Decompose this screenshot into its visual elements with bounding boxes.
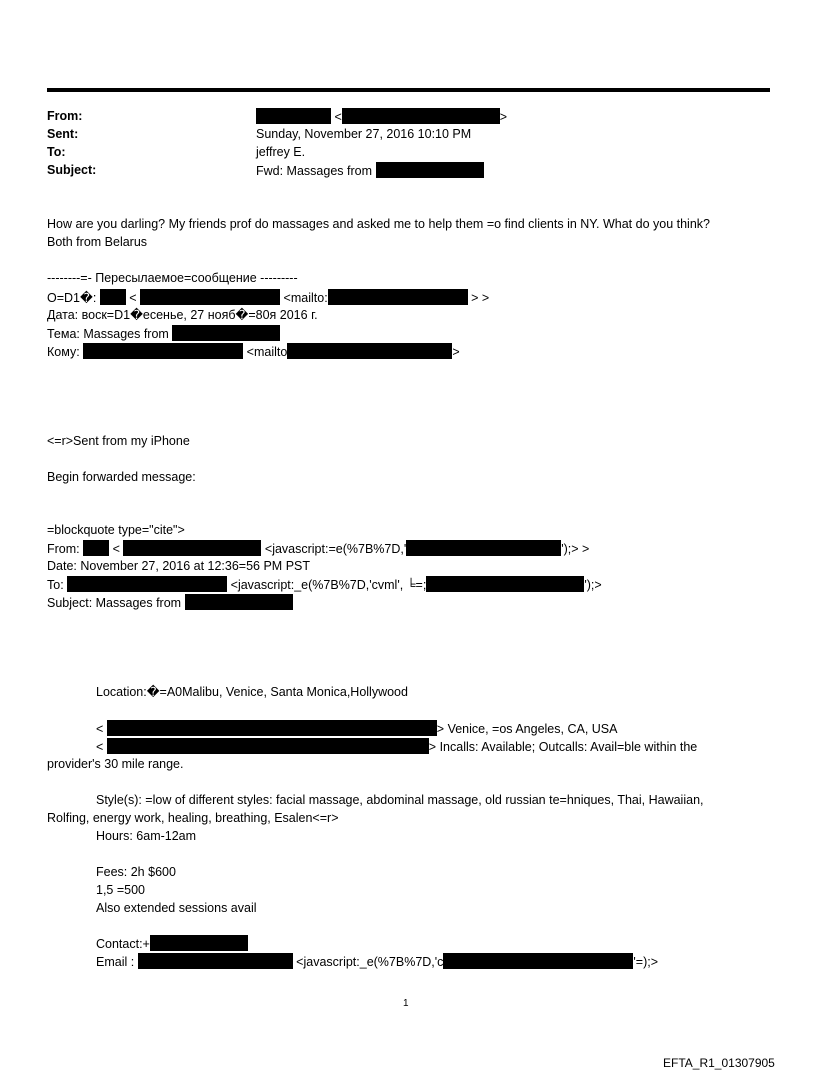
redaction <box>406 540 561 556</box>
location-line: Location:�=A0Malibu, Venice, Santa Monica,Hollywood <box>96 685 408 699</box>
fees-line-2: 1,5 =500 <box>96 883 146 897</box>
fwd2-subject-line: Subject: Massages from <box>47 594 293 612</box>
redaction <box>328 289 468 305</box>
redaction <box>172 325 280 341</box>
redaction <box>83 343 243 359</box>
styles-line-1: Style(s): =low of different styles: facial massage, abdominal massage, old russian te=hniques, Thai, Hawaiian, <box>96 793 704 807</box>
intro-line-2: Both from Belarus <box>47 235 148 249</box>
page-number: 1 <box>403 998 409 1009</box>
extended-line: Also extended sessions avail <box>96 901 257 915</box>
subject-value: Fwd: Massages from <box>256 162 484 180</box>
address-line-2: < > Incalls: Available; Outcalls: Avail=ble within the <box>96 740 698 754</box>
from-value: < > <box>256 108 507 126</box>
redaction <box>100 289 126 305</box>
redaction <box>287 343 452 359</box>
fwd1-from-line: O=D1�: < <mailto: > > <box>47 291 490 305</box>
sent-label: Sent: <box>47 127 79 141</box>
redaction <box>123 540 261 556</box>
from-label: From: <box>47 109 83 123</box>
fwd2-date-line: Date: November 27, 2016 at 12:36=56 PM PST <box>47 559 311 573</box>
redaction <box>185 594 293 610</box>
redaction <box>138 953 293 969</box>
fwd1-date-line: Дата: воск=D1�есенье, 27 нояб�=80я 2016 г. <box>47 308 318 322</box>
hours-line: Hours: 6am-12am <box>96 829 197 843</box>
redaction <box>376 162 484 178</box>
begin-forwarded: Begin forwarded message: <box>47 470 196 484</box>
redaction <box>67 576 227 592</box>
fwd1-subject-line: Тема: Massages from <box>47 325 280 343</box>
forward-separator: --------=- Пересылаемое=сообщение --------- <box>47 271 298 285</box>
redaction <box>140 289 280 305</box>
fwd2-to-line: To: <javascript:_e(%7B%7D,'cvml', ╘=; ');> <box>47 578 602 592</box>
email-line: Email : <javascript:_e(%7B%7D,'c '=);> <box>96 955 659 969</box>
redaction <box>342 108 500 124</box>
subject-label: Subject: <box>47 163 97 177</box>
contact-line: Contact:+ <box>96 935 248 953</box>
redaction <box>256 108 331 124</box>
fwd2-from-line: From: < <javascript:=e(%7B%7D,' ');> > <box>47 542 590 556</box>
address-line-1: < > Venice, =os Angeles, CA, USA <box>96 722 618 736</box>
redaction <box>443 953 633 969</box>
intro-line-1: How are you darling? My friends prof do massages and asked me to help them =o find clients in NY. What do you think? <box>47 217 710 231</box>
redaction <box>426 576 584 592</box>
to-label: To: <box>47 145 66 159</box>
fwd1-to-line: Кому: <mailto > <box>47 345 460 359</box>
redaction <box>83 540 109 556</box>
redaction <box>150 935 248 951</box>
blockquote-line: =blockquote type="cite"> <box>47 523 185 537</box>
sent-value: Sunday, November 27, 2016 10:10 PM <box>256 127 472 141</box>
to-value: jeffrey E. <box>256 145 306 159</box>
redaction <box>107 720 437 736</box>
sent-from-iphone: <=r>Sent from my iPhone <box>47 434 190 448</box>
redaction <box>107 738 429 754</box>
fees-line: Fees: 2h $600 <box>96 865 176 879</box>
header-rule <box>47 88 770 92</box>
range-line: provider's 30 mile range. <box>47 757 184 771</box>
bates-number: EFTA_R1_01307905 <box>663 1056 775 1070</box>
styles-line-2: Rolfing, energy work, healing, breathing, Esalen<=r> <box>47 811 339 825</box>
